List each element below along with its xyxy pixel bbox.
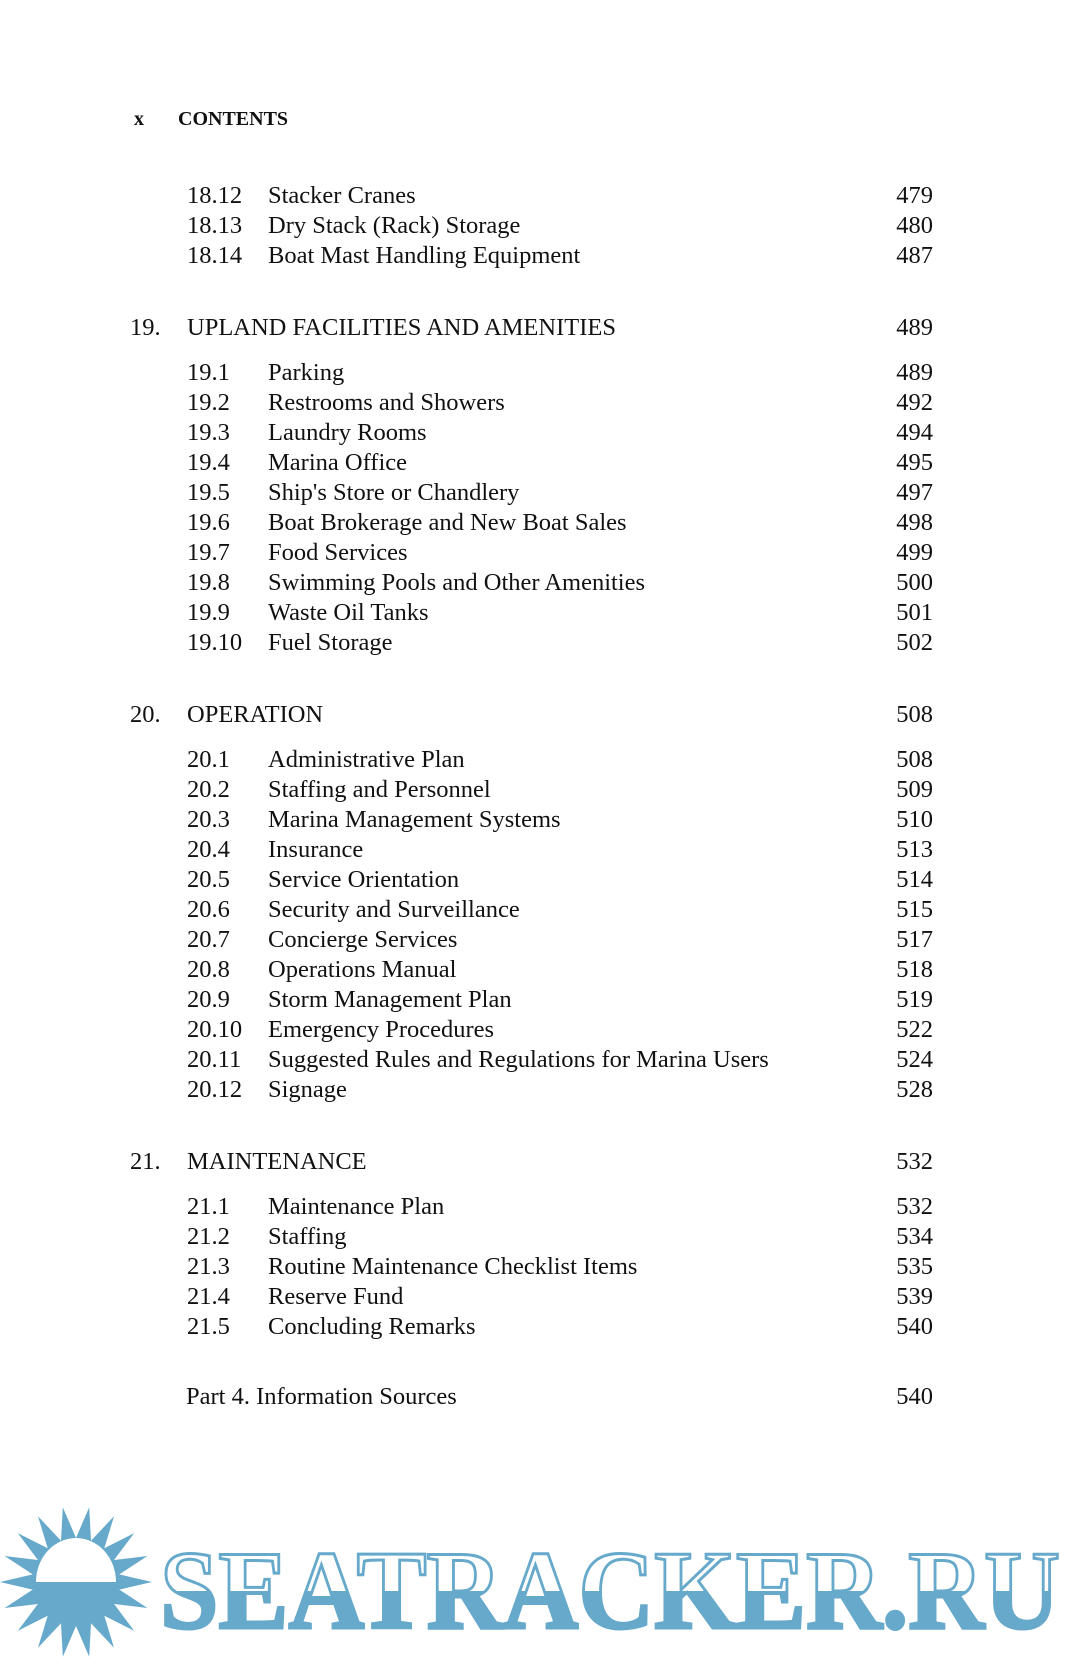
toc-entry [0, 508, 1080, 538]
toc-entry [0, 181, 1080, 211]
entry-title: Boat Brokerage and New Boat Sales [268, 509, 627, 536]
entry-page: 494 [896, 419, 933, 446]
entry-num: 19. [130, 314, 161, 341]
toc-entry [0, 388, 1080, 418]
entry-num: 21.1 [187, 1193, 230, 1220]
entry-page: 539 [896, 1283, 933, 1310]
sun-icon [0, 1507, 152, 1657]
entry-num: 20.6 [187, 896, 230, 923]
entry-num: 19.4 [187, 449, 230, 476]
toc-entry [0, 1282, 1080, 1312]
entry-num: 19.10 [187, 629, 243, 656]
entry-num: 19.1 [187, 359, 230, 386]
entry-num: 19.6 [187, 509, 230, 536]
entry-title: Boat Mast Handling Equipment [268, 242, 581, 269]
entry-page: 508 [896, 746, 933, 773]
entry-page: 495 [896, 449, 933, 476]
entry-title: Marina Office [268, 449, 407, 476]
entry-page: 532 [896, 1148, 933, 1175]
toc-entry [0, 241, 1080, 271]
entry-num: 19.5 [187, 479, 230, 506]
entry-page: 489 [896, 314, 933, 341]
entry-title: Maintenance Plan [268, 1193, 445, 1220]
toc-entry [0, 805, 1080, 835]
entry-title: UPLAND FACILITIES AND AMENITIES [187, 314, 616, 341]
entry-num: 19.8 [187, 569, 230, 596]
entry-num: 20.7 [187, 926, 230, 953]
entry-page: 540 [896, 1313, 933, 1340]
entry-title: Marina Management Systems [268, 806, 561, 833]
entry-title: Security and Surveillance [268, 896, 520, 923]
entry-page: 498 [896, 509, 933, 536]
entry-page: 514 [896, 866, 933, 893]
entry-page: 502 [896, 629, 933, 656]
entry-title: Parking [268, 359, 345, 386]
entry-num: 18.12 [187, 182, 243, 209]
part-entry [0, 1382, 1080, 1412]
toc-entry [0, 211, 1080, 241]
entry-page: 510 [896, 806, 933, 833]
toc-entry [0, 865, 1080, 895]
toc-entry [0, 925, 1080, 955]
entry-page: 497 [896, 479, 933, 506]
toc-entry [0, 835, 1080, 865]
entry-title: Fuel Storage [268, 629, 393, 656]
entry-page: 480 [896, 212, 933, 239]
table-of-contents [0, 181, 1080, 1412]
entry-num: 18.14 [187, 242, 243, 269]
entry-title: Signage [268, 1076, 347, 1103]
entry-page: 509 [896, 776, 933, 803]
entry-title: Routine Maintenance Checklist Items [268, 1253, 638, 1280]
entry-title: Emergency Procedures [268, 1016, 495, 1043]
toc-entry [0, 1075, 1080, 1105]
toc-entry [0, 568, 1080, 598]
entry-title: Dry Stack (Rack) Storage [268, 212, 521, 239]
entry-page: 534 [896, 1223, 933, 1250]
toc-entry [0, 745, 1080, 775]
entry-title: Operations Manual [268, 956, 457, 983]
entry-title: Insurance [268, 836, 364, 863]
toc-entry [0, 448, 1080, 478]
running-header [134, 108, 288, 131]
entry-num: 20.1 [187, 746, 230, 773]
entry-num: 20.8 [187, 956, 230, 983]
entry-title: Stacker Cranes [268, 182, 416, 209]
entry-num: 20.2 [187, 776, 230, 803]
entry-page: 489 [896, 359, 933, 386]
toc-entry [0, 538, 1080, 568]
entry-page: 492 [896, 389, 933, 416]
page-numeral: x [134, 108, 144, 130]
chapter-heading [0, 700, 1080, 730]
entry-num: 19.3 [187, 419, 230, 446]
entry-page: 513 [896, 836, 933, 863]
toc-entry [0, 775, 1080, 805]
entry-num: 20.10 [187, 1016, 243, 1043]
toc-entry [0, 1252, 1080, 1282]
chapter-heading [0, 1147, 1080, 1177]
toc-entry [0, 1045, 1080, 1075]
entry-num: 20.9 [187, 986, 230, 1013]
toc-entry [0, 1222, 1080, 1252]
toc-entry [0, 418, 1080, 448]
toc-entry [0, 985, 1080, 1015]
entry-title: Part 4. Information Sources [186, 1383, 457, 1410]
entry-title: Restrooms and Showers [268, 389, 505, 416]
entry-title: Concierge Services [268, 926, 458, 953]
entry-title: Service Orientation [268, 866, 460, 893]
toc-entry [0, 1312, 1080, 1342]
entry-page: 499 [896, 539, 933, 566]
seatracker-watermark-logo [0, 1500, 1080, 1665]
entry-num: 21.2 [187, 1223, 230, 1250]
watermark-text: SEATRACKER.RU [160, 1529, 1060, 1653]
toc-entry [0, 1192, 1080, 1222]
entry-num: 20.12 [187, 1076, 243, 1103]
chapter-heading [0, 313, 1080, 343]
entry-title: Administrative Plan [268, 746, 465, 773]
entry-num: 18.13 [187, 212, 243, 239]
entry-page: 540 [896, 1383, 933, 1410]
entry-page: 487 [896, 242, 933, 269]
toc-entry [0, 478, 1080, 508]
entry-title: MAINTENANCE [187, 1148, 367, 1175]
entry-title: Swimming Pools and Other Amenities [268, 569, 646, 596]
entry-num: 19.9 [187, 599, 230, 626]
toc-entry [0, 895, 1080, 925]
toc-entry [0, 358, 1080, 388]
entry-num: 20.5 [187, 866, 230, 893]
entry-num: 21.4 [187, 1283, 230, 1310]
entry-page: 522 [896, 1016, 933, 1043]
entry-title: Storm Management Plan [268, 986, 512, 1013]
entry-page: 501 [896, 599, 933, 626]
entry-title: Reserve Fund [268, 1283, 404, 1310]
entry-page: 500 [896, 569, 933, 596]
entry-title: Laundry Rooms [268, 419, 427, 446]
entry-title: Suggested Rules and Regulations for Marina Users [268, 1046, 769, 1073]
toc-entry [0, 1015, 1080, 1045]
entry-num: 21.5 [187, 1313, 230, 1340]
entry-page: 532 [896, 1193, 933, 1220]
entry-page: 535 [896, 1253, 933, 1280]
entry-title: Staffing [268, 1223, 347, 1250]
header-title: CONTENTS [178, 108, 289, 130]
entry-title: Food Services [268, 539, 408, 566]
entry-num: 20.11 [187, 1046, 242, 1073]
entry-page: 517 [896, 926, 933, 953]
entry-num: 21.3 [187, 1253, 230, 1280]
toc-entry [0, 955, 1080, 985]
entry-page: 508 [896, 701, 933, 728]
toc-entry [0, 628, 1080, 658]
entry-page: 515 [896, 896, 933, 923]
entry-title: Concluding Remarks [268, 1313, 476, 1340]
entry-num: 20. [130, 701, 161, 728]
entry-page: 479 [896, 182, 933, 209]
entry-title: Staffing and Personnel [268, 776, 491, 803]
toc-entry [0, 598, 1080, 628]
entry-page: 518 [896, 956, 933, 983]
entry-num: 21. [130, 1148, 161, 1175]
entry-page: 524 [896, 1046, 933, 1073]
entry-title: Waste Oil Tanks [268, 599, 429, 626]
entry-title: OPERATION [187, 701, 324, 728]
entry-num: 20.4 [187, 836, 230, 863]
entry-title: Ship's Store or Chandlery [268, 479, 520, 506]
entry-page: 519 [896, 986, 933, 1013]
entry-num: 20.3 [187, 806, 230, 833]
entry-num: 19.7 [187, 539, 230, 566]
entry-page: 528 [896, 1076, 933, 1103]
entry-num: 19.2 [187, 389, 230, 416]
